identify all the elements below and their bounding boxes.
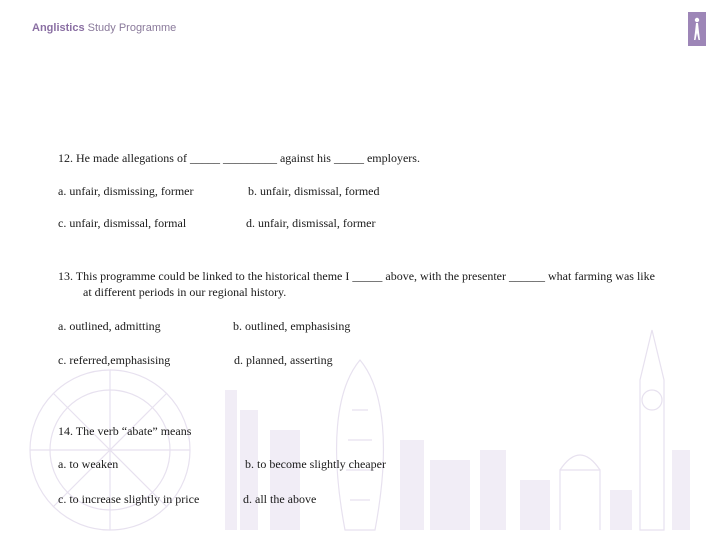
- header-subtitle: Study Programme: [87, 22, 177, 34]
- q14-option-d[interactable]: d. all the above: [243, 492, 317, 506]
- q14-option-c[interactable]: c. to increase slightly in price: [58, 492, 200, 506]
- figure-icon: [688, 12, 706, 46]
- header-title: [32, 22, 176, 34]
- q13-option-b[interactable]: b. outlined, emphasising: [233, 319, 351, 333]
- corner-logo-tab: [688, 12, 706, 46]
- q12-option-d[interactable]: d. unfair, dismissal, former: [246, 216, 376, 230]
- question-12: 12. He made allegations of _____ _________ against his _____ employers.: [58, 151, 420, 165]
- q14-option-b[interactable]: b. to become slightly cheaper: [245, 457, 386, 471]
- q13-option-d[interactable]: d. planned, asserting: [234, 353, 333, 367]
- question-14: 14. The verb “abate” means: [58, 424, 192, 438]
- question-13-line1: 13. This programme could be linked to the historical theme I _____ above, with the presenter ______ what farming was like: [58, 269, 655, 283]
- q12-option-c[interactable]: c. unfair, dismissal, formal: [58, 216, 187, 230]
- q13-option-a[interactable]: a. outlined, admitting: [58, 319, 161, 333]
- brand-name: Anglistics: [32, 22, 85, 34]
- q12-option-a[interactable]: a. unfair, dismissing, former: [58, 184, 194, 198]
- q12-option-b[interactable]: b. unfair, dismissal, formed: [248, 184, 380, 198]
- q13-option-c[interactable]: c. referred,emphasising: [58, 353, 171, 367]
- question-13-line2: at different periods in our regional history.: [83, 285, 287, 299]
- q14-option-a[interactable]: a. to weaken: [58, 457, 119, 471]
